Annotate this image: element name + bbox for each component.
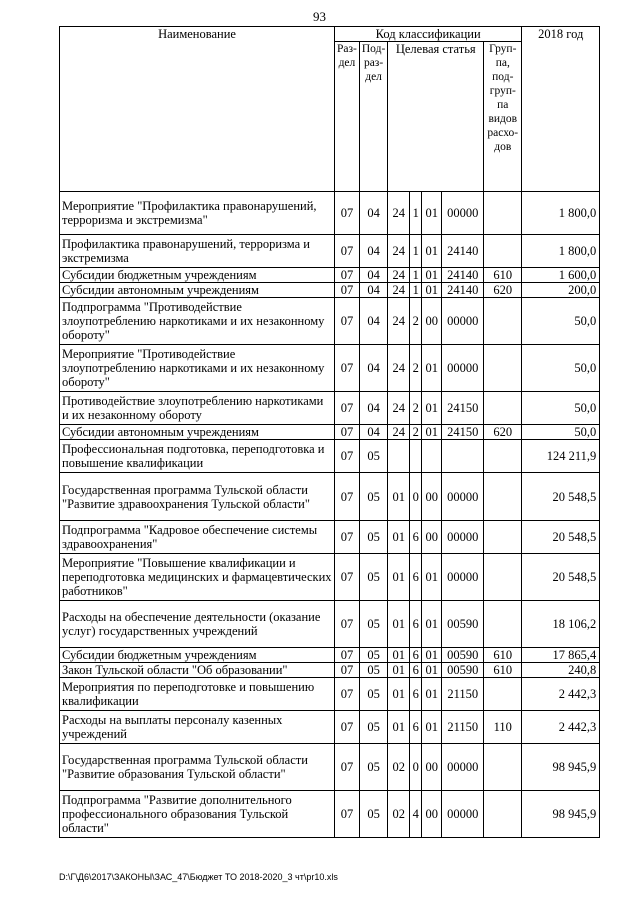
cell-t2	[410, 440, 422, 473]
header-razdel: Раз-дел	[335, 42, 360, 192]
cell-amt: 50,0	[522, 392, 600, 425]
cell-t2: 6	[410, 521, 422, 554]
cell-t4: 24140	[442, 268, 484, 283]
cell-rz: 07	[335, 648, 360, 663]
cell-grp	[484, 235, 522, 268]
table-row	[60, 268, 600, 283]
cell-amt: 20 548,5	[522, 473, 600, 521]
cell-pr: 05	[359, 711, 387, 744]
table-row	[60, 648, 600, 663]
cell-amt: 2 442,3	[522, 711, 600, 744]
cell-grp	[484, 521, 522, 554]
cell-grp	[484, 554, 522, 601]
cell-rz: 07	[335, 298, 360, 345]
cell-t1: 24	[388, 235, 410, 268]
cell-t4: 00000	[442, 192, 484, 235]
table-row	[60, 678, 600, 711]
header-name: Наименование	[60, 27, 335, 192]
cell-grp: 610	[484, 648, 522, 663]
cell-t3: 01	[422, 678, 442, 711]
cell-t3: 01	[422, 554, 442, 601]
table-row	[60, 425, 600, 440]
cell-t3: 01	[422, 268, 442, 283]
cell-name: Субсидии автономным учреждениям	[60, 425, 335, 440]
table-row	[60, 601, 600, 648]
cell-grp	[484, 601, 522, 648]
cell-rz: 07	[335, 521, 360, 554]
table-row	[60, 235, 600, 268]
cell-amt: 2 442,3	[522, 678, 600, 711]
cell-name: Подпрограмма "Противодействие злоупотреблению наркотиками и их незаконному обороту"	[60, 298, 335, 345]
cell-pr: 04	[359, 392, 387, 425]
cell-t2: 6	[410, 648, 422, 663]
cell-t3	[422, 440, 442, 473]
cell-t3: 01	[422, 663, 442, 678]
cell-t4: 00000	[442, 521, 484, 554]
cell-grp	[484, 440, 522, 473]
cell-amt: 20 548,5	[522, 554, 600, 601]
cell-t1: 24	[388, 345, 410, 392]
cell-amt: 240,8	[522, 663, 600, 678]
table-row	[60, 711, 600, 744]
page-number: 93	[313, 9, 326, 24]
cell-grp	[484, 192, 522, 235]
table-row	[60, 663, 600, 678]
cell-grp	[484, 392, 522, 425]
cell-t4: 00590	[442, 601, 484, 648]
cell-name: Расходы на выплаты персоналу казенных учреждений	[60, 711, 335, 744]
cell-rz: 07	[335, 440, 360, 473]
cell-t4: 00000	[442, 345, 484, 392]
cell-t4: 00000	[442, 473, 484, 521]
cell-amt: 1 800,0	[522, 192, 600, 235]
cell-rz: 07	[335, 711, 360, 744]
cell-amt: 18 106,2	[522, 601, 600, 648]
cell-name: Субсидии бюджетным учреждениям	[60, 648, 335, 663]
cell-rz: 07	[335, 554, 360, 601]
cell-amt: 124 211,9	[522, 440, 600, 473]
cell-amt: 1 800,0	[522, 235, 600, 268]
cell-t1: 24	[388, 425, 410, 440]
cell-t2: 2	[410, 298, 422, 345]
cell-t4: 21150	[442, 678, 484, 711]
cell-t1: 01	[388, 663, 410, 678]
cell-amt: 50,0	[522, 425, 600, 440]
cell-t3: 01	[422, 425, 442, 440]
cell-name: Государственная программа Тульской области "Развитие здравоохранения Тульской области"	[60, 473, 335, 521]
cell-t1: 01	[388, 711, 410, 744]
file-path-footer: D:\Г\Д6\2017\ЗАКОНЫ\ЗАС_47\Бюджет ТО 2018-2020_3 чт\pr10.xls	[59, 872, 338, 882]
cell-t2: 1	[410, 283, 422, 298]
cell-pr: 05	[359, 678, 387, 711]
cell-pr: 05	[359, 601, 387, 648]
cell-amt: 98 945,9	[522, 744, 600, 791]
cell-pr: 05	[359, 648, 387, 663]
cell-t1: 01	[388, 648, 410, 663]
cell-t1: 02	[388, 744, 410, 791]
cell-name: Мероприятие "Противодействие злоупотреблению наркотиками и их незаконному обороту"	[60, 345, 335, 392]
cell-t4: 24150	[442, 392, 484, 425]
cell-name: Государственная программа Тульской области "Развитие образования Тульской области"	[60, 744, 335, 791]
cell-t4: 00000	[442, 554, 484, 601]
cell-grp: 620	[484, 283, 522, 298]
cell-t1: 02	[388, 791, 410, 838]
cell-t1: 01	[388, 678, 410, 711]
cell-t4: 00590	[442, 648, 484, 663]
table-row	[60, 554, 600, 601]
table-row	[60, 192, 600, 235]
cell-amt: 1 600,0	[522, 268, 600, 283]
cell-pr: 04	[359, 345, 387, 392]
cell-pr: 04	[359, 425, 387, 440]
cell-t3: 01	[422, 235, 442, 268]
cell-rz: 07	[335, 268, 360, 283]
cell-t1: 24	[388, 268, 410, 283]
cell-pr: 05	[359, 521, 387, 554]
cell-t2: 1	[410, 235, 422, 268]
cell-t1: 01	[388, 554, 410, 601]
header-code: Код классификации	[335, 27, 522, 42]
cell-grp: 110	[484, 711, 522, 744]
cell-t3: 01	[422, 392, 442, 425]
cell-t1: 24	[388, 298, 410, 345]
cell-pr: 04	[359, 283, 387, 298]
cell-t2: 6	[410, 678, 422, 711]
cell-t1: 01	[388, 473, 410, 521]
cell-t2: 1	[410, 192, 422, 235]
cell-t3: 01	[422, 601, 442, 648]
cell-t2: 4	[410, 791, 422, 838]
cell-amt: 50,0	[522, 298, 600, 345]
cell-pr: 05	[359, 473, 387, 521]
cell-t1: 24	[388, 283, 410, 298]
cell-grp	[484, 678, 522, 711]
cell-name: Мероприятия по переподготовке и повышению квалификации	[60, 678, 335, 711]
cell-t3: 00	[422, 521, 442, 554]
cell-name: Расходы на обеспечение деятельности (оказание услуг) государственных учреждений	[60, 601, 335, 648]
cell-t1: 24	[388, 192, 410, 235]
cell-grp: 610	[484, 663, 522, 678]
table-row	[60, 298, 600, 345]
cell-t3: 01	[422, 192, 442, 235]
cell-rz: 07	[335, 425, 360, 440]
cell-rz: 07	[335, 473, 360, 521]
cell-pr: 04	[359, 298, 387, 345]
cell-t1	[388, 440, 410, 473]
budget-table	[59, 26, 600, 838]
cell-t2: 2	[410, 345, 422, 392]
table-row	[60, 473, 600, 521]
cell-name: Противодействие злоупотреблению наркотиками и их незаконному обороту	[60, 392, 335, 425]
cell-t4: 00000	[442, 298, 484, 345]
cell-t4: 24150	[442, 425, 484, 440]
cell-t3: 01	[422, 648, 442, 663]
cell-grp	[484, 791, 522, 838]
cell-t4: 00590	[442, 663, 484, 678]
cell-t2: 6	[410, 601, 422, 648]
cell-rz: 07	[335, 345, 360, 392]
cell-t2: 0	[410, 473, 422, 521]
cell-amt: 50,0	[522, 345, 600, 392]
cell-t4: 21150	[442, 711, 484, 744]
cell-pr: 05	[359, 791, 387, 838]
cell-t4: 00000	[442, 744, 484, 791]
cell-pr: 05	[359, 440, 387, 473]
cell-t3: 00	[422, 791, 442, 838]
cell-grp	[484, 744, 522, 791]
table-row	[60, 392, 600, 425]
cell-t3: 00	[422, 298, 442, 345]
cell-name: Субсидии бюджетным учреждениям	[60, 268, 335, 283]
cell-name: Подпрограмма "Кадровое обеспечение системы здравоохранения"	[60, 521, 335, 554]
cell-rz: 07	[335, 235, 360, 268]
cell-t3: 01	[422, 345, 442, 392]
cell-t2: 6	[410, 554, 422, 601]
cell-name: Профилактика правонарушений, терроризма и экстремизма	[60, 235, 335, 268]
cell-rz: 07	[335, 283, 360, 298]
cell-t3: 01	[422, 283, 442, 298]
cell-name: Мероприятие "Профилактика правонарушений, терроризма и экстремизма"	[60, 192, 335, 235]
cell-rz: 07	[335, 744, 360, 791]
cell-rz: 07	[335, 791, 360, 838]
cell-rz: 07	[335, 601, 360, 648]
cell-amt: 20 548,5	[522, 521, 600, 554]
cell-t4: 24140	[442, 235, 484, 268]
cell-t3: 00	[422, 473, 442, 521]
header-podrazdel: Под-раз-дел	[359, 42, 387, 192]
cell-pr: 05	[359, 554, 387, 601]
cell-t1: 01	[388, 601, 410, 648]
cell-rz: 07	[335, 192, 360, 235]
cell-pr: 04	[359, 235, 387, 268]
cell-t3: 00	[422, 744, 442, 791]
cell-name: Подпрограмма "Развитие дополнительного профессионального образования Тульской области"	[60, 791, 335, 838]
cell-name: Закон Тульской области "Об образовании"	[60, 663, 335, 678]
cell-t2: 6	[410, 711, 422, 744]
cell-t2: 2	[410, 392, 422, 425]
cell-grp: 610	[484, 268, 522, 283]
header-year: 2018 год	[522, 27, 600, 192]
cell-t1: 24	[388, 392, 410, 425]
cell-rz: 07	[335, 663, 360, 678]
cell-t2: 6	[410, 663, 422, 678]
cell-t3: 01	[422, 711, 442, 744]
cell-name: Субсидии автономным учреждениям	[60, 283, 335, 298]
cell-t2: 1	[410, 268, 422, 283]
table-body	[60, 192, 600, 838]
cell-t4: 00000	[442, 791, 484, 838]
table-row	[60, 791, 600, 838]
cell-amt: 98 945,9	[522, 791, 600, 838]
cell-t4: 24140	[442, 283, 484, 298]
cell-pr: 04	[359, 192, 387, 235]
table-row	[60, 345, 600, 392]
cell-grp	[484, 473, 522, 521]
cell-name: Профессиональная подготовка, переподготовка и повышение квалификации	[60, 440, 335, 473]
cell-pr: 04	[359, 268, 387, 283]
cell-rz: 07	[335, 392, 360, 425]
table-row	[60, 283, 600, 298]
cell-t2: 0	[410, 744, 422, 791]
cell-t1: 01	[388, 521, 410, 554]
cell-amt: 17 865,4	[522, 648, 600, 663]
cell-name: Мероприятие "Повышение квалификации и переподготовка медицинских и фармацевтических работников"	[60, 554, 335, 601]
table-row	[60, 744, 600, 791]
cell-pr: 05	[359, 744, 387, 791]
table-row	[60, 521, 600, 554]
header-target: Целевая статья	[388, 42, 484, 192]
header-group: Груп-па, под-груп-па видов расхо-дов	[484, 42, 522, 192]
table-row	[60, 440, 600, 473]
cell-t2: 2	[410, 425, 422, 440]
cell-amt: 200,0	[522, 283, 600, 298]
cell-pr: 05	[359, 663, 387, 678]
cell-rz: 07	[335, 678, 360, 711]
cell-grp	[484, 345, 522, 392]
cell-grp: 620	[484, 425, 522, 440]
cell-t4	[442, 440, 484, 473]
cell-grp	[484, 298, 522, 345]
